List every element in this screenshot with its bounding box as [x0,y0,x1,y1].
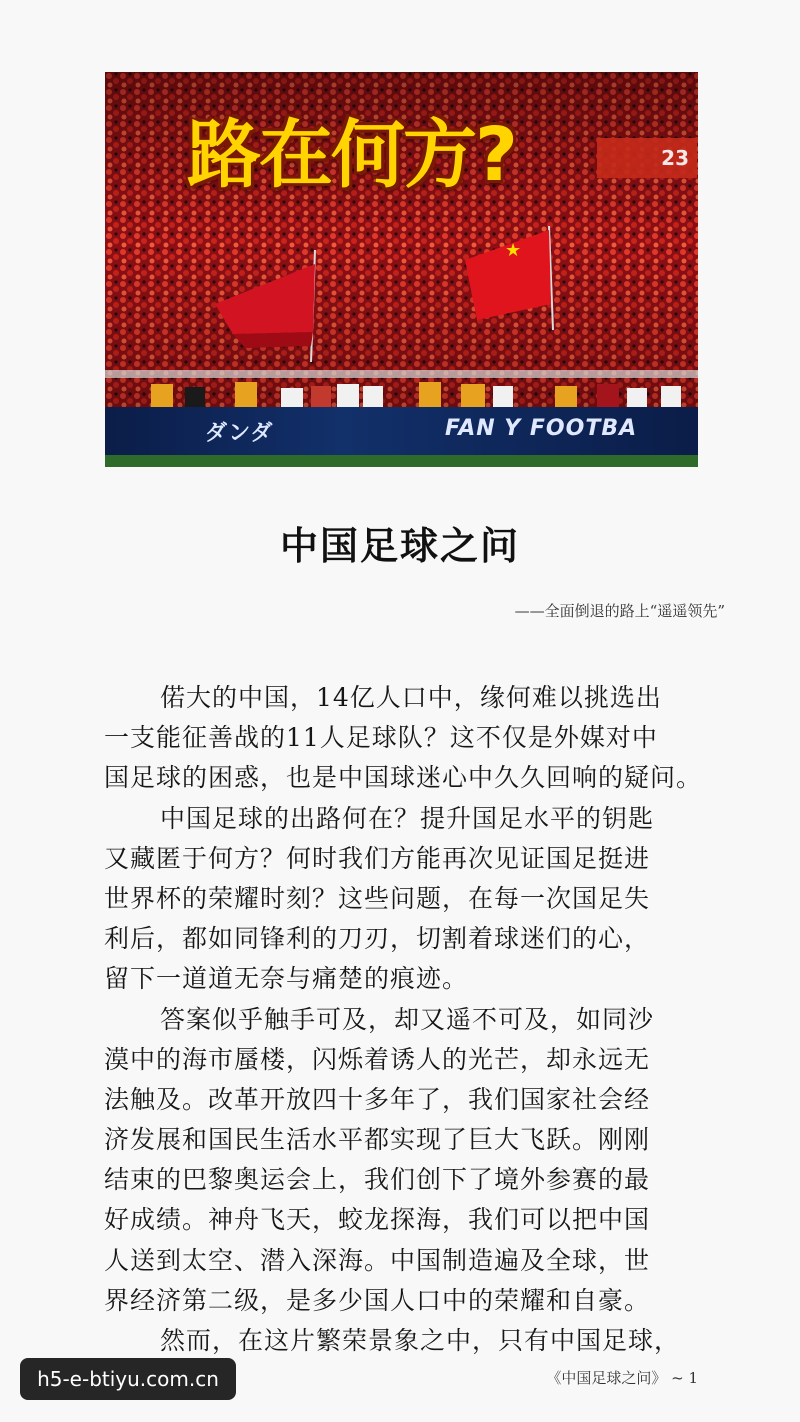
ad-board-text-jp: ダンダ [205,421,274,446]
body-line: 人送到太空、潜入深海。中国制造遍及全球，世 [104,1245,651,1275]
body-line: 济发展和国民生活水平都实现了巨大飞跃。刚刚 [104,1125,651,1155]
body-line: 漠中的海市蜃楼，闪烁着诱人的光芒，却永远无 [104,1044,651,1074]
svg-text:★: ★ [505,240,522,261]
body-line: 界经济第二级，是多少国人口中的荣耀和自豪。 [104,1285,651,1315]
hero-headline: 路在何方? [187,112,516,198]
body-line: 利后，都如同锋利的刀刃，切割着球迷们的心， [104,924,651,954]
ad-board-text-en: FAN Y FOOTBA [445,416,638,441]
body-line: 偌大的中国，14亿人口中，缘何难以挑选出 [160,683,662,712]
stadium-scoreboard: 23 [597,138,697,178]
body-line: 世界杯的荣耀时刻？这些问题，在每一次国足失 [104,883,651,913]
body-line: 一支能征善战的11人足球队？这不仅是外媒对中 [104,723,658,753]
body-line: 结束的巴黎奥运会上，我们创下了境外参赛的最 [104,1165,651,1195]
pitch-grass [105,455,698,467]
body-line: 又藏匿于何方？何时我们方能再次见证国足挺进 [104,843,651,873]
body-line: 中国足球的出路何在？提升国足水平的钥匙 [160,803,655,833]
article-subtitle: ——全面倒退的路上“遥遥领先” [514,602,725,620]
site-watermark: h5-e-btiyu.com.cn [20,1358,236,1400]
body-line: 好成绩。神舟飞天，蛟龙探海，我们可以把中国 [104,1205,651,1235]
body-line: 留下一道道无奈与痛楚的痕迹。 [104,964,469,994]
body-line: 然而，在这片繁荣景象之中，只有中国足球， [160,1326,681,1355]
body-line: 国足球的困惑，也是中国球迷心中久久回响的疑问。 [104,763,703,793]
page-footer: 《中国足球之问》 ~ 1 [546,1369,698,1387]
hero-photo [105,72,698,467]
article-body [104,678,744,1361]
body-line: 法触及。改革开放四十多年了，我们国家社会经 [104,1084,651,1114]
article-title: 中国足球之问 [279,524,520,568]
body-line: 答案似乎触手可及，却又遥不可及，如同沙 [160,1004,655,1034]
